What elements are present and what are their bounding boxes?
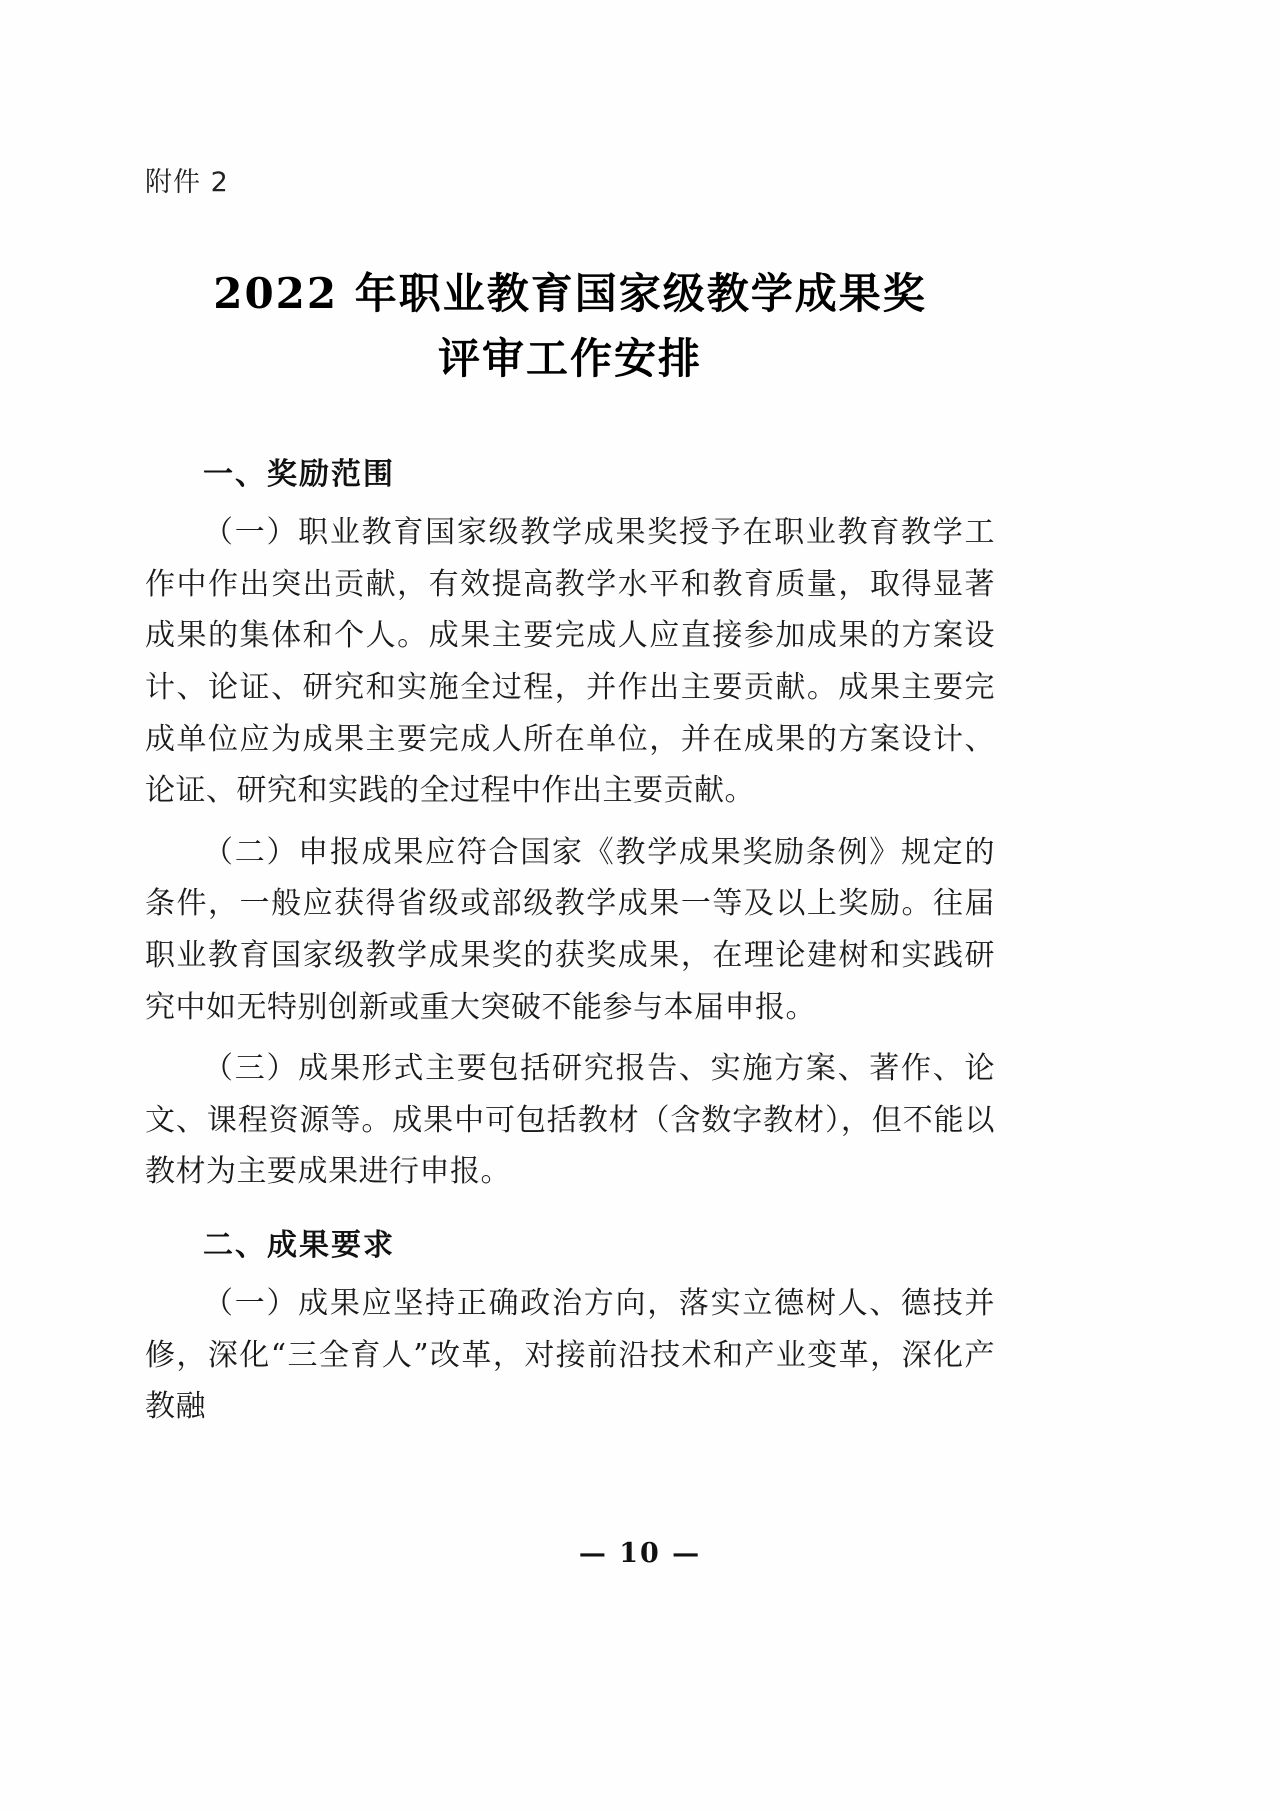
section-heading-1: 一、奖励范围: [203, 457, 395, 493]
paragraph: （三）成果形式主要包括研究报告、实施方案、著作、论文、课程资源等。成果中可包括教材（含数字教材），但不能以教材为主要成果进行申报。: [145, 1051, 995, 1190]
section-achievement-requirements: [145, 1220, 995, 1433]
section-awards-scope: [145, 449, 995, 1198]
paragraph: （一）成果应坚持正确政治方向，落实立德树人、德技并修，深化“三全育人”改革，对接前沿技术和产业变革，深化产教融: [145, 1285, 995, 1425]
attachment-label: 附件 2: [145, 167, 229, 198]
page-title: [190, 261, 950, 391]
paragraph: （二）申报成果应符合国家《教学成果奖励条例》规定的条件，一般应获得省级或部级教学成果一等及以上奖励。往届职业教育国家级教学成果奖的获奖成果，在理论建树和实践研究中如无特别创新或重大突破不能参与本届申报。: [145, 834, 995, 1025]
section-spacer: [145, 1208, 995, 1220]
title-line-2: 评审工作安排: [437, 334, 702, 384]
paragraph: （一）职业教育国家级教学成果奖授予在职业教育教学工作中作出突出贡献，有效提高教学水平和教育质量，取得显著成果的集体和个人。成果主要完成人应直接参加成果的方案设计、论证、研究和实施全过程，并作出主要贡献。成果主要完成单位应为成果主要完成人所在单位，并在成果的方案设计、论证、研究和实践的全过程中作出主要贡献。: [145, 515, 995, 809]
page-number: — 10 —: [578, 1538, 702, 1569]
section-heading-2: 二、成果要求: [203, 1227, 395, 1263]
document-content: [145, 160, 995, 1443]
title-line-1: 2022 年职业教育国家级教学成果奖: [213, 269, 927, 318]
